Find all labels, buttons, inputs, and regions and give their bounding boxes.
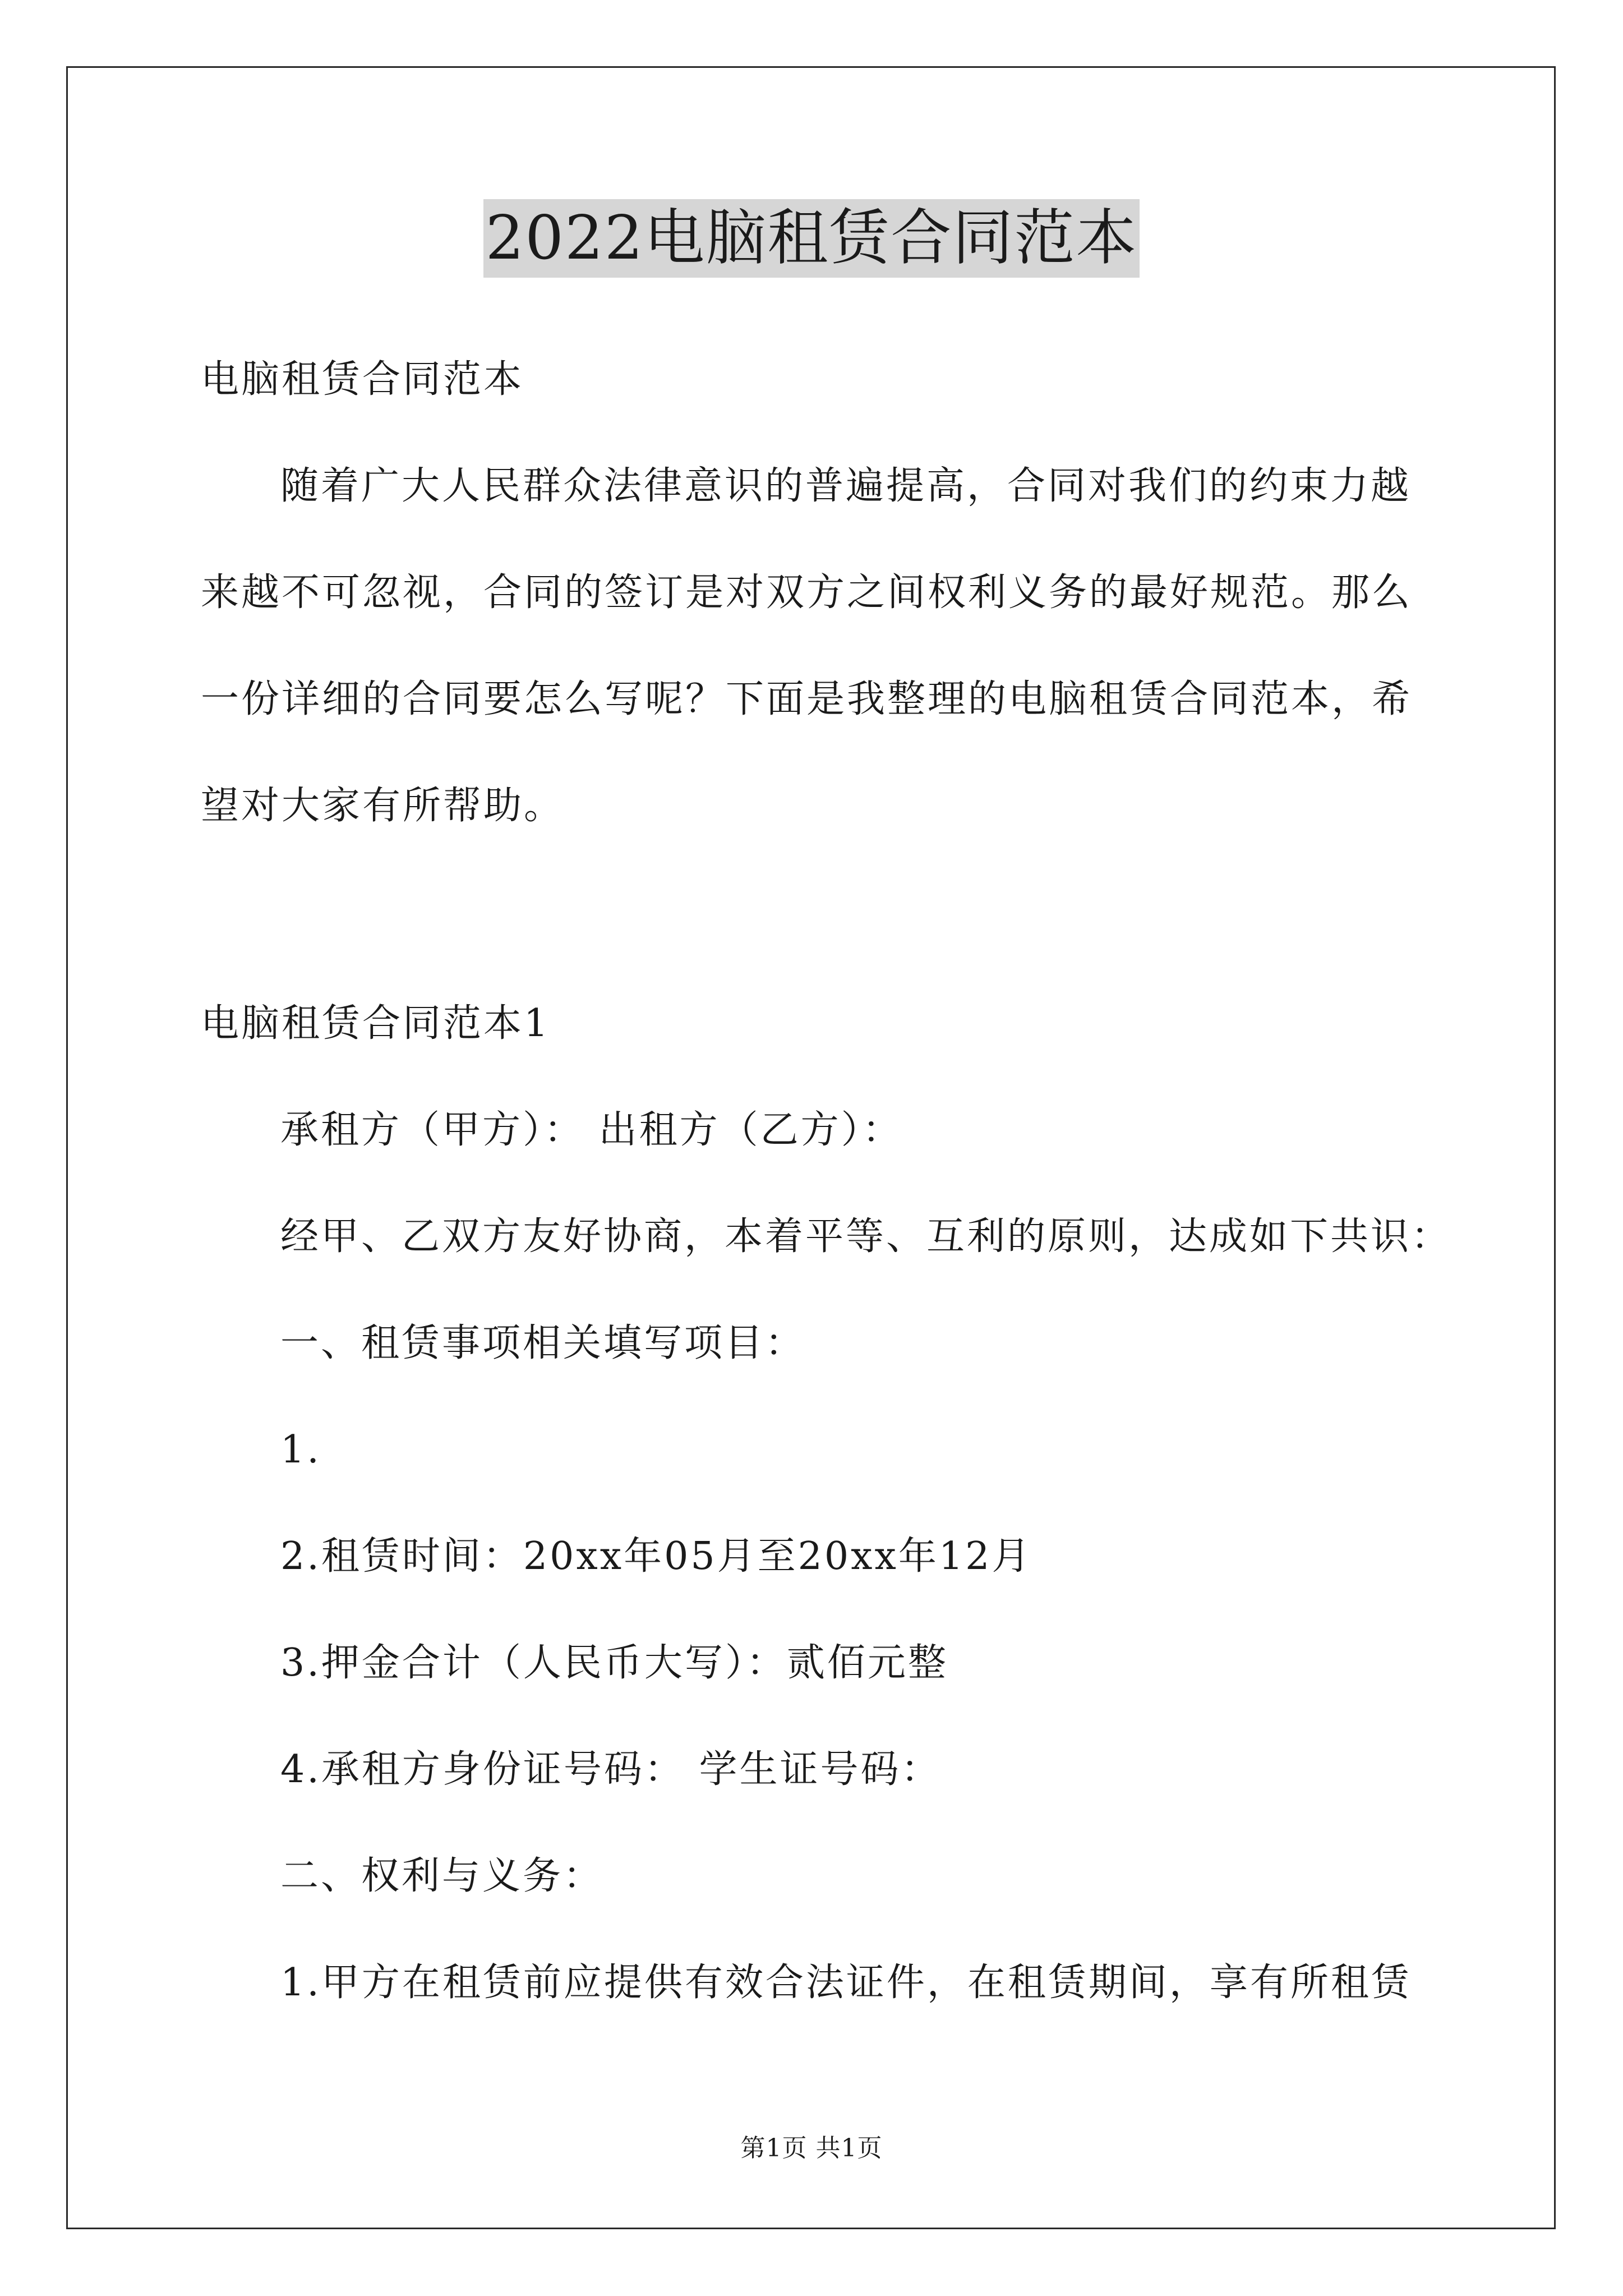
intro-line-3: 一份详细的合同要怎么写呢？下面是我整理的电脑租赁合同范本，希: [201, 677, 1413, 721]
item-1: 1.: [280, 1428, 321, 1472]
item-2: 2.租赁时间：20xx年05月至20xx年12月: [280, 1534, 1032, 1579]
intro-line-4: 望对大家有所帮助。: [201, 784, 565, 828]
part1-heading: 一、租赁事项相关填写项目：: [280, 1321, 806, 1365]
document-title: [0, 199, 1623, 278]
intro-line-1: 随着广大人民群众法律意识的普遍提高，合同对我们的约束力越: [280, 464, 1412, 508]
item-4: 4.承租方身份证号码： 学生证号码：: [280, 1747, 942, 1792]
subtitle: 电脑租赁合同范本: [201, 357, 524, 402]
part2-heading: 二、权利与义务：: [280, 1854, 604, 1898]
intro-line-2: 来越不可忽视，合同的签订是对双方之间权利义务的最好规范。那么: [201, 570, 1413, 615]
part2-item-1: 1.甲方在租赁前应提供有效合法证件，在租赁期间，享有所租赁: [280, 1961, 1412, 2005]
item-3: 3.押金合计（人民币大写）：贰佰元整: [280, 1641, 948, 1685]
consensus-line: 经甲、乙双方友好协商，本着平等、互利的原则，达成如下共识：: [280, 1214, 1452, 1259]
parties-line: 承租方（甲方）： 出租方（乙方）：: [280, 1108, 903, 1152]
document-title-text: 2022电脑租赁合同范本: [483, 199, 1140, 278]
section1-heading: 电脑租赁合同范本1: [201, 1001, 551, 1046]
page-footer: 第1页 共1页: [740, 2134, 883, 2162]
